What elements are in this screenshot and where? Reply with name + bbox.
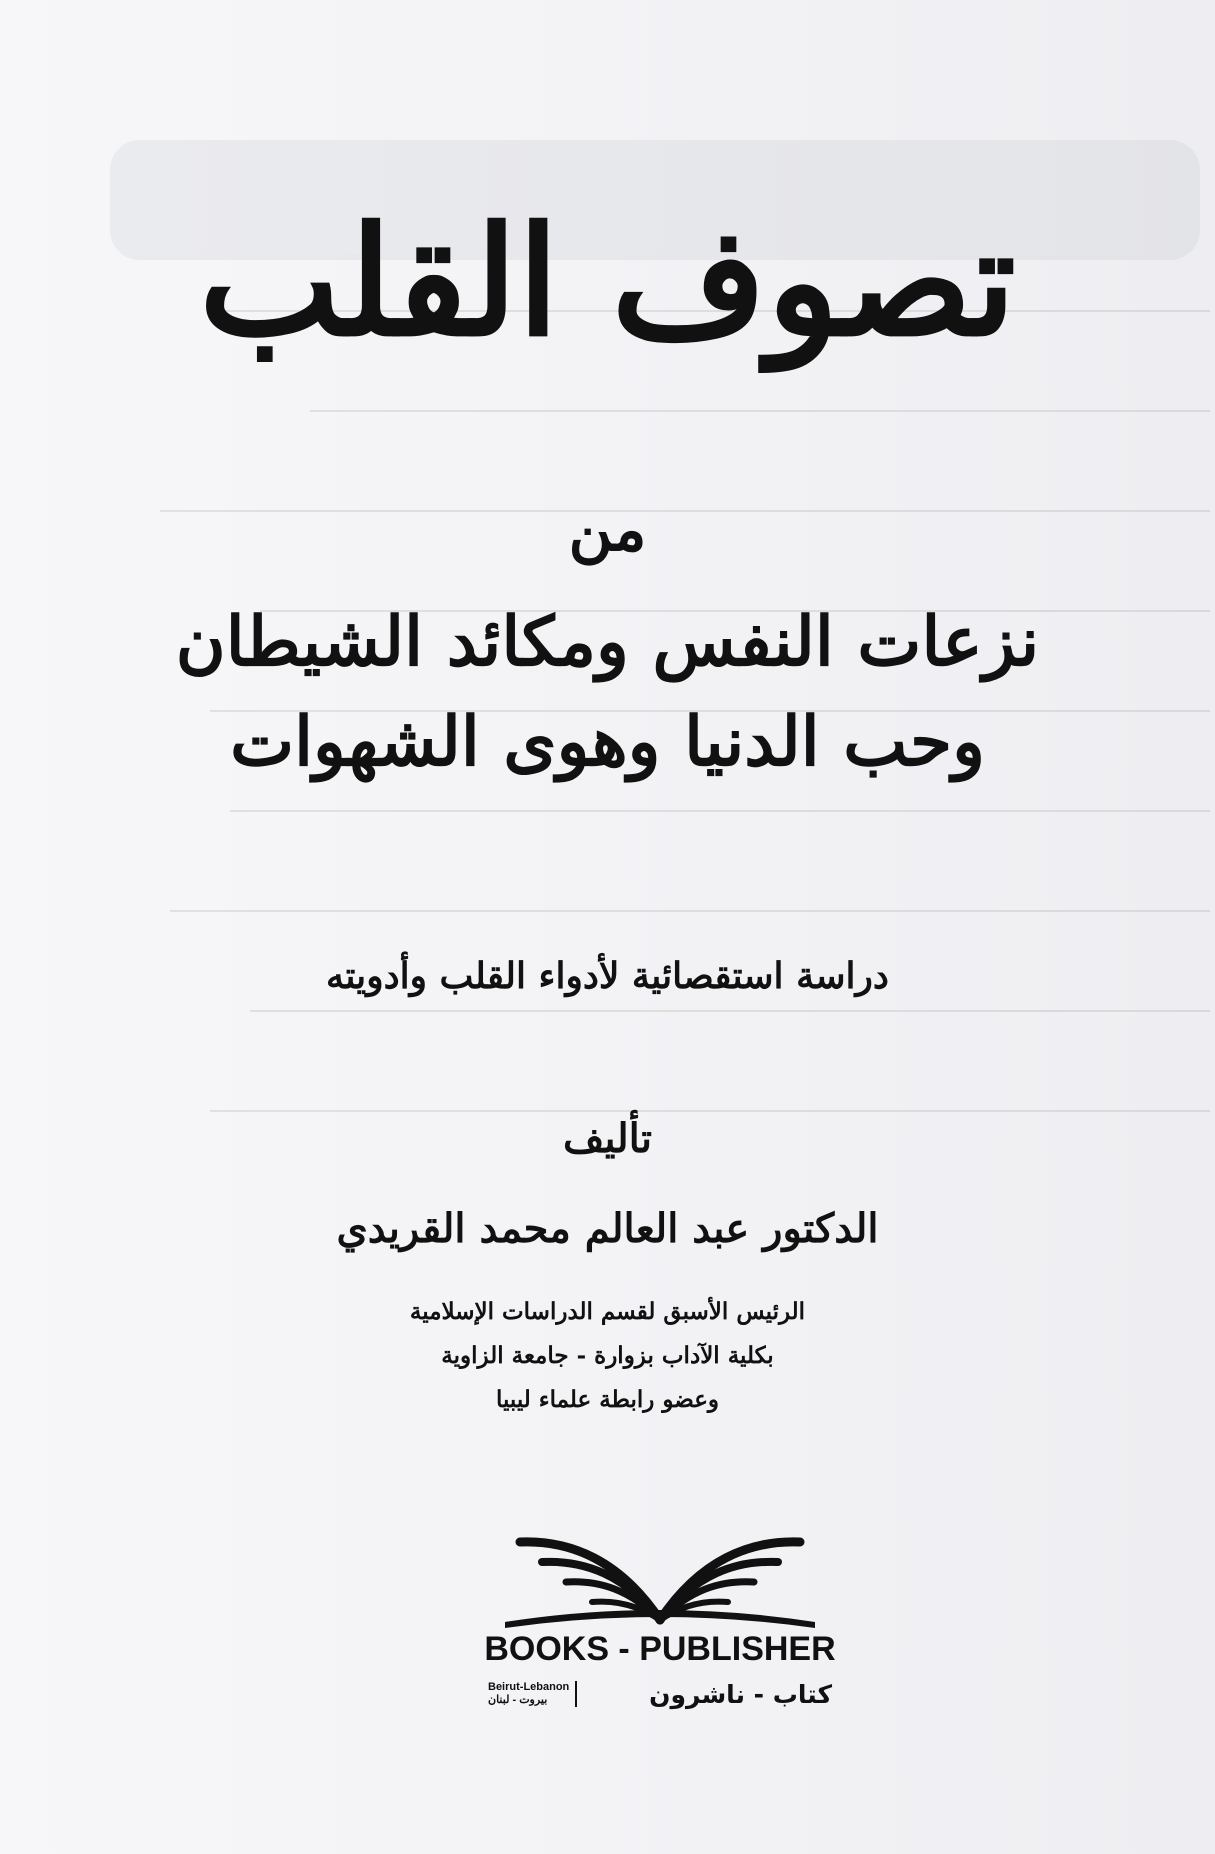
subtitle-line-2: وحب الدنيا وهوى الشهوات bbox=[230, 702, 985, 782]
affiliation-line: الرئيس الأسبق لقسم الدراسات الإسلامية bbox=[409, 1298, 806, 1325]
publisher-name-ar: كتاب - ناشرون bbox=[649, 1679, 832, 1709]
publisher-city-en: Beirut-Lebanon bbox=[488, 1681, 570, 1693]
book-title: تصوف القلب bbox=[198, 194, 1017, 370]
subtitle-line-1: نزعات النفس ومكائد الشيطان bbox=[175, 602, 1040, 682]
publisher-city bbox=[488, 1681, 577, 1707]
title-connector: من bbox=[568, 495, 647, 565]
author-affiliation bbox=[0, 1290, 1215, 1422]
book-description: دراسة استقصائية لأدواء القلب وأدويته bbox=[326, 955, 889, 997]
open-book-icon bbox=[500, 1520, 820, 1630]
publisher-name-en: BOOKS - PUBLISHER bbox=[484, 1630, 836, 1668]
authored-by-label: تأليف bbox=[563, 1115, 652, 1162]
affiliation-line: بكلية الآداب بزوارة - جامعة الزاوية bbox=[441, 1342, 774, 1369]
author-name: الدكتور عبد العالم محمد القريدي bbox=[336, 1205, 879, 1252]
publisher-logo bbox=[480, 1520, 840, 1710]
affiliation-line: وعضو رابطة علماء ليبيا bbox=[495, 1386, 720, 1413]
publisher-city-ar: بيروت - لبنان bbox=[488, 1694, 548, 1706]
